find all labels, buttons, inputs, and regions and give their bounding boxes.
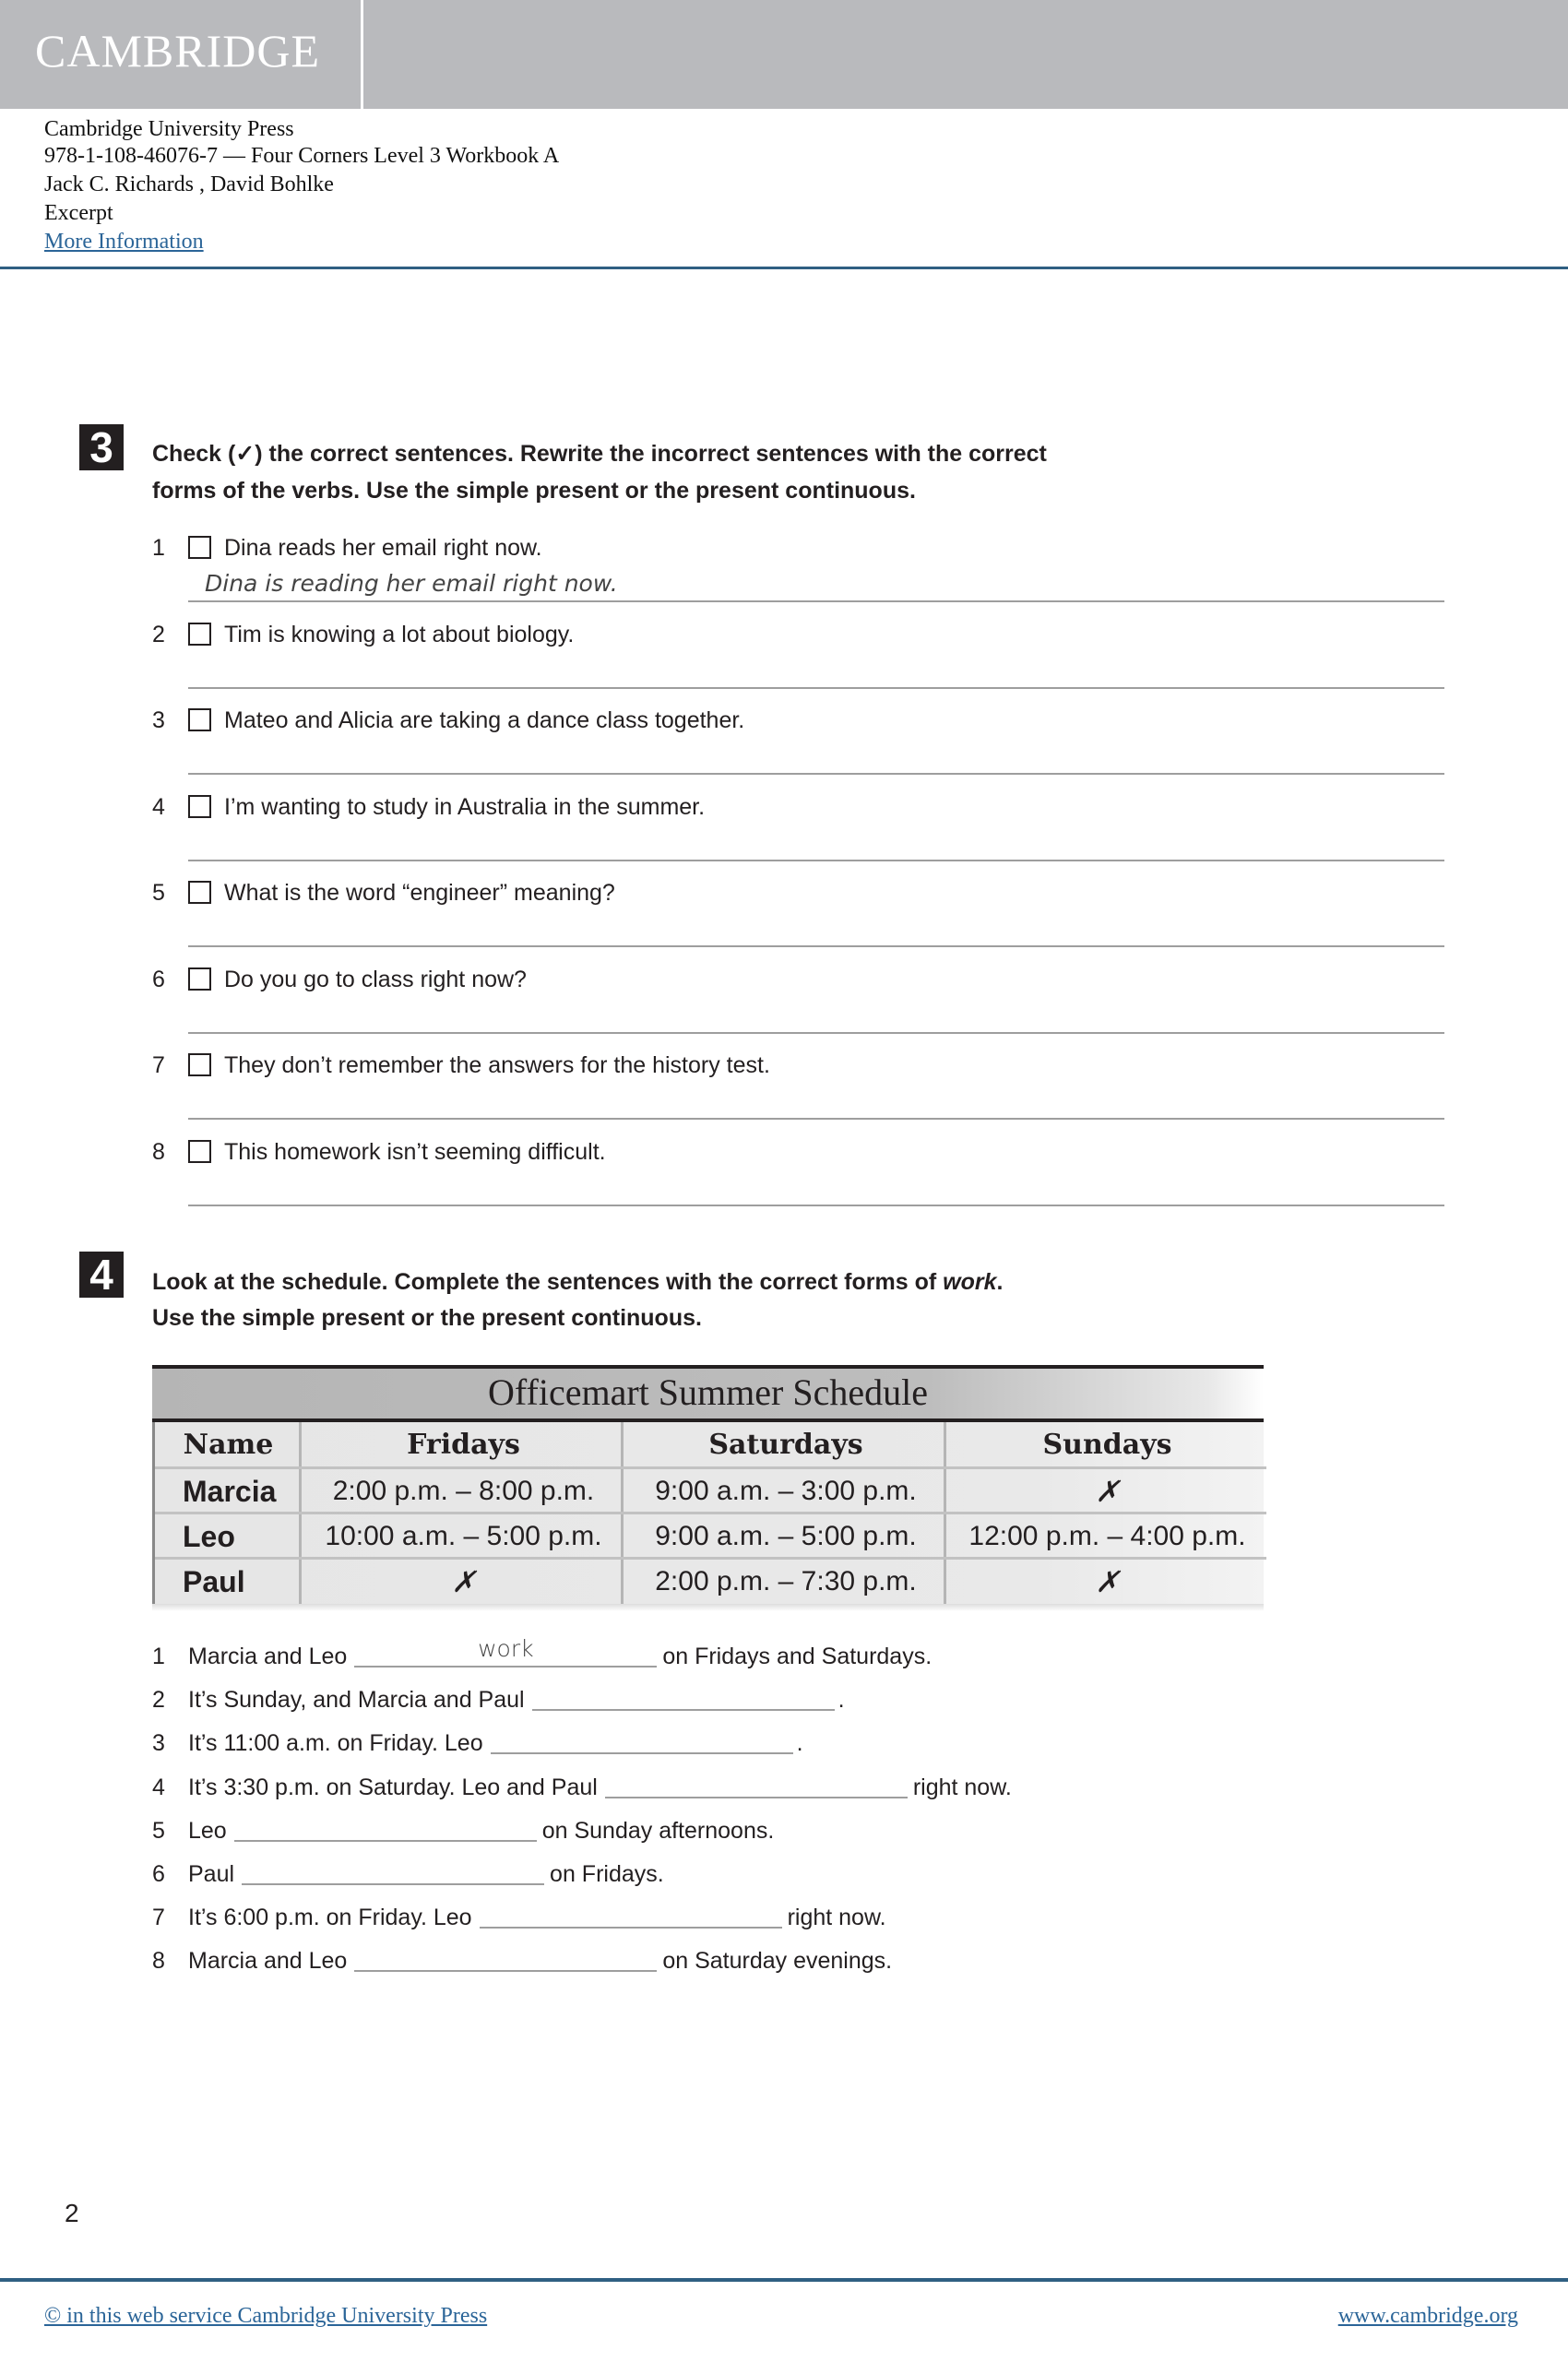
- item-sentence: I’m wanting to study in Australia in the summer.: [224, 794, 706, 820]
- answer-line: [188, 1118, 1444, 1120]
- sentence-start: It’s Sunday, and Marcia and Paul: [188, 1687, 525, 1713]
- exercise-number-badge: 3: [79, 424, 124, 470]
- item-checkbox[interactable]: [188, 708, 211, 731]
- column-header-fridays: Fridays: [407, 1429, 520, 1461]
- item-number: 6: [152, 967, 165, 992]
- sentence-end: on Fridays.: [550, 1861, 664, 1887]
- shift-time: 2:00 p.m. – 8:00 p.m.: [332, 1475, 595, 1506]
- exercise-instruction: [152, 1271, 1003, 1294]
- page-number: 2: [65, 2199, 79, 2227]
- answer-blank-line: [480, 1927, 782, 1929]
- sentence-number: 3: [152, 1730, 165, 1756]
- sentence-end: .: [837, 1687, 845, 1713]
- schedule-title: Officemart Summer Schedule: [152, 1365, 1264, 1418]
- not-working-x-icon: ✗: [1095, 1564, 1120, 1598]
- item-checkbox[interactable]: [188, 623, 211, 646]
- item-number: 4: [152, 794, 165, 820]
- publisher-name: Cambridge University Press: [44, 117, 294, 141]
- instruction-text: Look at the schedule. Complete the sentences with the correct forms of: [152, 1269, 944, 1295]
- not-working-x-icon: ✗: [1095, 1474, 1120, 1508]
- answer-blank-line: [532, 1709, 835, 1711]
- item-sentence: What is the word “engineer” meaning?: [224, 880, 615, 906]
- header-rule: [0, 267, 1568, 269]
- answer-line: [188, 687, 1444, 689]
- sentence-end: on Sunday afternoons.: [541, 1818, 775, 1844]
- item-checkbox[interactable]: [188, 795, 211, 818]
- sentence-number: 6: [152, 1861, 165, 1887]
- item-checkbox[interactable]: [188, 1053, 211, 1076]
- item-sentence: Dina reads her email right now.: [224, 535, 542, 561]
- header-divider: [361, 0, 363, 109]
- item-sentence: They don’t remember the answers for the history test.: [224, 1052, 770, 1078]
- answer-blank-line: [605, 1797, 908, 1798]
- item-number: 3: [152, 707, 165, 733]
- sentence-answer-field[interactable]: work: [478, 1635, 534, 1662]
- column-header-name: Name: [183, 1429, 274, 1461]
- item-number: 2: [152, 622, 165, 647]
- shift-time: 9:00 a.m. – 3:00 p.m.: [655, 1475, 917, 1506]
- instruction-text: .: [996, 1269, 1004, 1295]
- answer-blank-line: [242, 1883, 544, 1885]
- shift-time: 12:00 p.m. – 4:00 p.m.: [968, 1520, 1246, 1551]
- item-sentence: This homework isn’t seeming difficult.: [224, 1139, 606, 1165]
- item-sentence: Do you go to class right now?: [224, 967, 527, 992]
- shift-time: 10:00 a.m. – 5:00 p.m.: [325, 1520, 602, 1551]
- sentence-end: right now.: [787, 1905, 886, 1930]
- shift-time: 2:00 p.m. – 7:30 p.m.: [655, 1565, 917, 1596]
- employee-name: Marcia: [183, 1474, 277, 1508]
- schedule-grid: [152, 1422, 1264, 1604]
- answer-line: [188, 600, 1444, 602]
- instruction-emphasis: work: [943, 1269, 997, 1295]
- cambridge-website-link[interactable]: www.cambridge.org: [1337, 2304, 1518, 2328]
- excerpt-label: Excerpt: [44, 201, 113, 225]
- exercise-instruction: forms of the verbs. Use the simple present or the present continuous.: [152, 478, 916, 504]
- schedule-shadow: [152, 1604, 1264, 1611]
- employee-name: Leo: [183, 1519, 235, 1553]
- item-checkbox[interactable]: [188, 967, 211, 991]
- answer-blank-line: [354, 1666, 657, 1668]
- answer-line: [188, 1205, 1444, 1206]
- sentence-start: Marcia and Leo: [188, 1948, 348, 1974]
- item-sentence: Mateo and Alicia are taking a dance class together.: [224, 707, 745, 733]
- schedule-table: [152, 1365, 1264, 1608]
- exercise-number-badge: 4: [79, 1252, 124, 1298]
- answer-line: [188, 773, 1444, 775]
- employee-name: Paul: [183, 1564, 245, 1598]
- answer-blank-line: [354, 1970, 657, 1972]
- footer-rule: [0, 2278, 1568, 2282]
- sentence-start: It’s 11:00 a.m. on Friday. Leo: [188, 1730, 483, 1756]
- exercise-instruction: Check (✓) the correct sentences. Rewrite the incorrect sentences with the correct: [152, 441, 1047, 467]
- item-checkbox[interactable]: [188, 1140, 211, 1163]
- column-header-saturdays: Saturdays: [708, 1429, 863, 1461]
- answer-blank-line: [234, 1840, 537, 1842]
- sentence-start: Paul: [188, 1861, 235, 1887]
- answer-line: [188, 860, 1444, 861]
- item-number: 8: [152, 1139, 165, 1165]
- sentence-start: Marcia and Leo: [188, 1644, 348, 1669]
- answer-blank-line: [491, 1752, 793, 1754]
- shift-time: 9:00 a.m. – 5:00 p.m.: [655, 1520, 917, 1551]
- copyright-link[interactable]: © in this web service Cambridge University Press: [44, 2304, 488, 2328]
- sentence-end: .: [796, 1730, 803, 1756]
- answer-field[interactable]: Dina is reading her email right now.: [205, 570, 618, 597]
- sentence-end: right now.: [912, 1774, 1012, 1800]
- column-header-sundays: Sundays: [1042, 1429, 1172, 1461]
- answer-line: [188, 945, 1444, 947]
- item-checkbox[interactable]: [188, 536, 211, 559]
- item-number: 1: [152, 535, 165, 561]
- sentence-number: 1: [152, 1644, 165, 1669]
- sentence-number: 7: [152, 1905, 165, 1930]
- sentence-number: 4: [152, 1774, 165, 1800]
- item-number: 5: [152, 880, 165, 906]
- book-authors: Jack C. Richards , David Bohlke: [44, 172, 334, 196]
- more-information-link[interactable]: More Information: [44, 230, 204, 254]
- answer-line: [188, 1032, 1444, 1034]
- cambridge-logo[interactable]: CAMBRIDGE: [35, 25, 321, 77]
- sentence-number: 2: [152, 1687, 165, 1713]
- not-working-x-icon: ✗: [451, 1564, 476, 1598]
- item-sentence: Tim is knowing a lot about biology.: [224, 622, 575, 647]
- book-isbn-title: 978-1-108-46076-7 — Four Corners Level 3 Workbook A: [44, 144, 560, 168]
- item-checkbox[interactable]: [188, 881, 211, 904]
- sentence-number: 5: [152, 1818, 165, 1844]
- sentence-end: on Fridays and Saturdays.: [662, 1644, 932, 1669]
- sentence-start: It’s 6:00 p.m. on Friday. Leo: [188, 1905, 472, 1930]
- sentence-number: 8: [152, 1948, 165, 1974]
- item-number: 7: [152, 1052, 165, 1078]
- exercise-instruction: Use the simple present or the present continuous.: [152, 1305, 702, 1331]
- sentence-end: on Saturday evenings.: [662, 1948, 893, 1974]
- sentence-start: Leo: [188, 1818, 227, 1844]
- sentence-start: It’s 3:30 p.m. on Saturday. Leo and Paul: [188, 1774, 598, 1800]
